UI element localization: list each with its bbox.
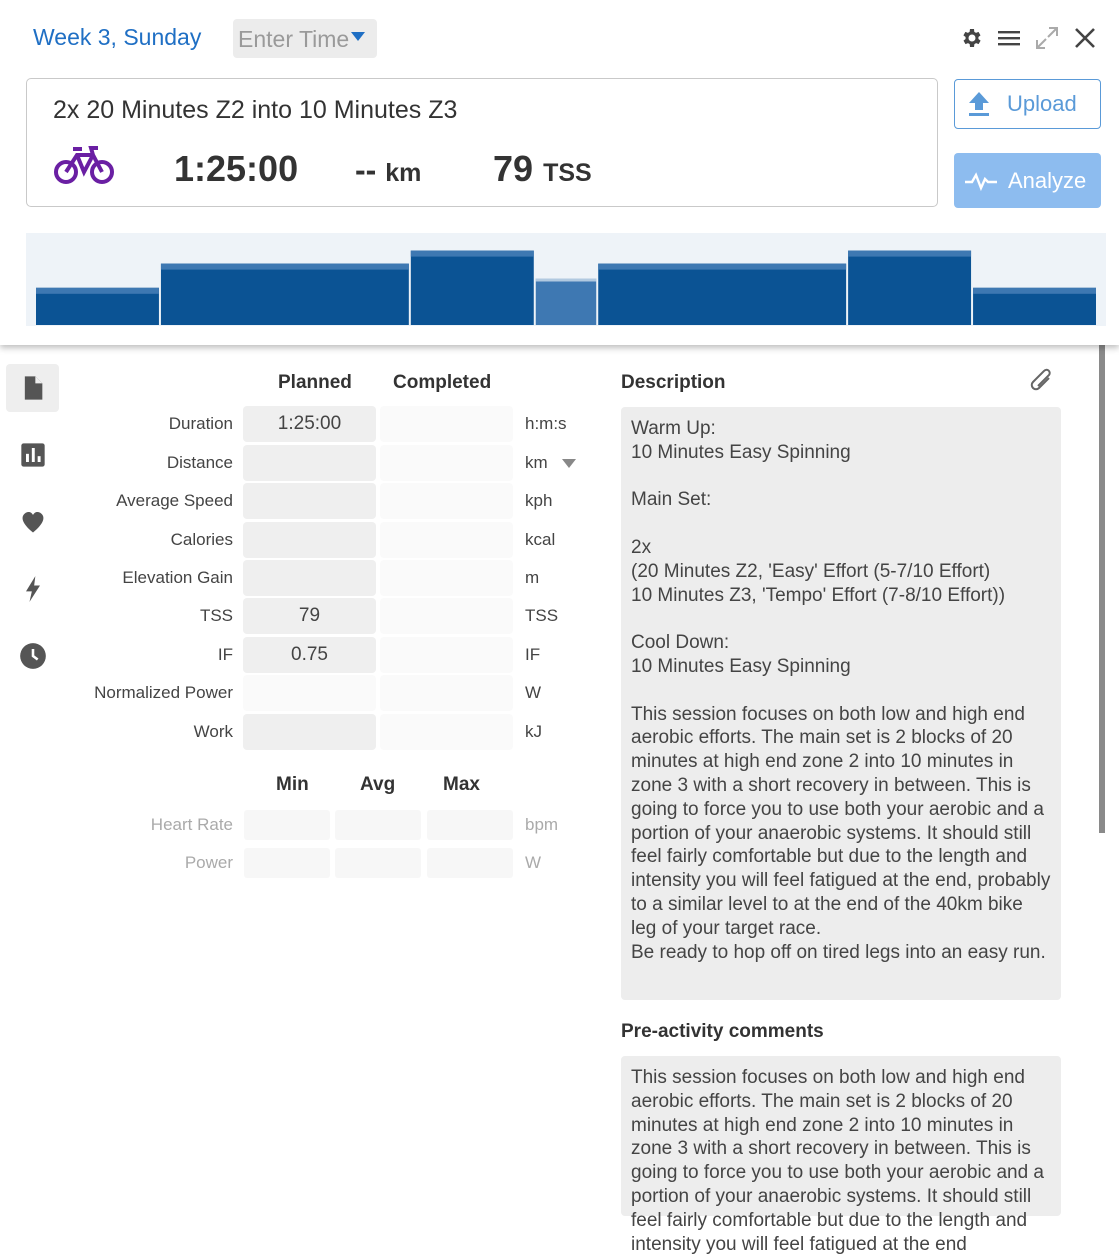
speed-completed-input[interactable]: [380, 483, 513, 519]
if-completed-input[interactable]: [380, 637, 513, 673]
metric-row-calories: [0, 522, 600, 558]
metric-unit: W: [525, 683, 542, 702]
scrollbar[interactable]: [1099, 345, 1105, 833]
workout-header: [0, 0, 1119, 345]
interval-block[interactable]: [161, 264, 409, 325]
heart-rate-label: Heart Rate: [150, 815, 233, 834]
workout-title[interactable]: 2x 20 Minutes Z2 into 10 Minutes Z3: [53, 96, 458, 124]
metric-row-duration: [0, 406, 600, 442]
pulse-icon: [964, 171, 998, 191]
metric-label: Work: [193, 722, 233, 741]
hr-min-input[interactable]: [244, 810, 330, 840]
metric-label: IF: [217, 645, 233, 664]
paperclip-icon[interactable]: [1029, 366, 1055, 396]
min-header: Min: [276, 774, 309, 795]
distance-stat: [355, 152, 421, 189]
avg-header: Avg: [360, 774, 396, 795]
metric-row-np: [0, 675, 600, 711]
metric-row-distance: [0, 445, 600, 481]
elevation-completed-input[interactable]: [380, 560, 513, 596]
duration-stat: 1:25:00: [174, 148, 299, 189]
distance-unit: km: [385, 159, 422, 187]
metric-unit: kcal: [525, 530, 556, 549]
power-avg-input[interactable]: [335, 848, 421, 878]
pre-activity-text[interactable]: This session focuses on both low and high end aerobic efforts. The main set is 2 blocks of 20 minutes at high end zone 2 into 10 minutes in zone 3 with a short recovery in between. This is going to force you to use both your aerobic and a portion of your anaerobic systems. It should still feel fairly comfortable but due to the length and intensity you will feel fatigued at the end: [621, 1056, 1061, 1216]
distance-value: --: [355, 152, 377, 188]
close-icon[interactable]: [1073, 26, 1097, 52]
np-planned-input[interactable]: [243, 675, 376, 711]
metric-unit: m: [525, 568, 540, 587]
upload-button[interactable]: [954, 79, 1101, 129]
max-header: Max: [443, 774, 480, 795]
window-controls: [959, 26, 1097, 52]
heart-rate-row: [0, 810, 600, 840]
interval-cap: [536, 279, 596, 282]
caret-down-icon: [351, 32, 365, 41]
hr-max-input[interactable]: [427, 810, 513, 840]
metric-label: Calories: [170, 530, 233, 549]
tss-value: 79: [493, 148, 534, 189]
interval-block[interactable]: [598, 264, 846, 325]
metric-label: Normalized Power: [94, 683, 233, 702]
heart-rate-unit: bpm: [525, 815, 559, 834]
calories-planned-input[interactable]: [243, 522, 376, 558]
power-unit: W: [525, 853, 542, 872]
analyze-label: Analyze: [1008, 167, 1087, 193]
interval-block[interactable]: [411, 251, 534, 325]
metric-row-if: [0, 637, 600, 673]
time-select[interactable]: [233, 19, 377, 58]
interval-block[interactable]: [536, 279, 596, 326]
completed-header: Completed: [393, 372, 492, 393]
gear-icon[interactable]: [959, 26, 983, 52]
duration-planned-input[interactable]: 1:25:00: [243, 406, 376, 442]
structure-chart-svg: [26, 233, 1106, 326]
metric-label: Average Speed: [116, 491, 233, 510]
metric-row-elevation: [0, 560, 600, 596]
workout-summary-card: [26, 78, 938, 207]
metric-row-tss: [0, 598, 600, 634]
planned-header: Planned: [278, 372, 352, 393]
if-planned-input[interactable]: 0.75: [243, 637, 376, 673]
metric-unit: TSS: [525, 606, 559, 625]
time-placeholder: Enter Time: [238, 26, 350, 52]
tss-unit: TSS: [543, 159, 592, 187]
elevation-planned-input[interactable]: [243, 560, 376, 596]
menu-icon[interactable]: [997, 26, 1021, 52]
duration-completed-input[interactable]: [380, 406, 513, 442]
power-row: [0, 848, 600, 878]
description-heading: Description: [621, 372, 726, 393]
power-max-input[interactable]: [427, 848, 513, 878]
distance-completed-input[interactable]: [380, 445, 513, 481]
interval-cap: [973, 288, 1096, 294]
hr-avg-input[interactable]: [335, 810, 421, 840]
week-day-title: Week 3, Sunday: [33, 24, 202, 50]
metric-label: Elevation Gain: [122, 568, 233, 587]
metric-row-work: [0, 714, 600, 750]
bike-icon: [53, 145, 115, 185]
metric-unit: kJ: [525, 722, 542, 741]
tss-stat: [493, 148, 592, 190]
metric-unit: kph: [525, 491, 553, 510]
interval-cap: [161, 264, 409, 270]
metric-row-speed: [0, 483, 600, 519]
workout-structure-chart[interactable]: [26, 233, 1106, 326]
interval-cap: [598, 264, 846, 270]
interval-cap: [848, 251, 971, 257]
work-planned-input[interactable]: [243, 714, 376, 750]
document-icon: [19, 374, 47, 402]
metric-unit: IF: [525, 645, 541, 664]
caret-down-icon[interactable]: [562, 459, 576, 468]
metric-unit: h:m:s: [525, 414, 567, 433]
rail-details[interactable]: [6, 364, 59, 412]
work-completed-input[interactable]: [380, 714, 513, 750]
description-text[interactable]: Warm Up: 10 Minutes Easy Spinning Main Set: 2x (20 Minutes Z2, 'Easy' Effort (5-7/10 Effort) 10 Minutes Z3, 'Tempo' Effort (7-8/10 Effort)) Cool Down: 10 Minutes Easy Spinning This session focuses on both low and high end aerobic efforts. The main set is 2 blocks of 20 minutes at high end zone 2 into 10 minutes in zone 3 with a short recovery in between. This is going to force you to use both your aerobic and a portion of your anaerobic systems. It should still feel fairly comfortable but due to the length and intensity you will feel fatigued at the end, probably to a similar level to at the end of the 40km bike leg of your target race. Be ready to hop off on tired legs into an easy run.: [621, 407, 1061, 1000]
speed-planned-input[interactable]: [243, 483, 376, 519]
metric-label: Distance: [166, 453, 233, 472]
distance-unit-select[interactable]: km: [525, 453, 548, 472]
power-label: Power: [184, 853, 233, 872]
analyze-button[interactable]: [954, 153, 1101, 208]
upload-icon: [967, 91, 991, 117]
tss-completed-input[interactable]: [380, 598, 513, 634]
interval-cap: [411, 251, 534, 257]
tss-planned-input[interactable]: 79: [243, 598, 376, 634]
interval-cap: [36, 288, 159, 294]
metric-label: Duration: [168, 414, 233, 433]
interval-block[interactable]: [848, 251, 971, 325]
np-completed-input[interactable]: [380, 675, 513, 711]
expand-icon[interactable]: [1035, 26, 1059, 52]
pre-activity-heading: Pre-activity comments: [621, 1021, 824, 1042]
distance-planned-input[interactable]: [243, 445, 376, 481]
calories-completed-input[interactable]: [380, 522, 513, 558]
power-min-input[interactable]: [244, 848, 330, 878]
upload-label: Upload: [1007, 91, 1077, 116]
metric-label: TSS: [199, 606, 233, 625]
